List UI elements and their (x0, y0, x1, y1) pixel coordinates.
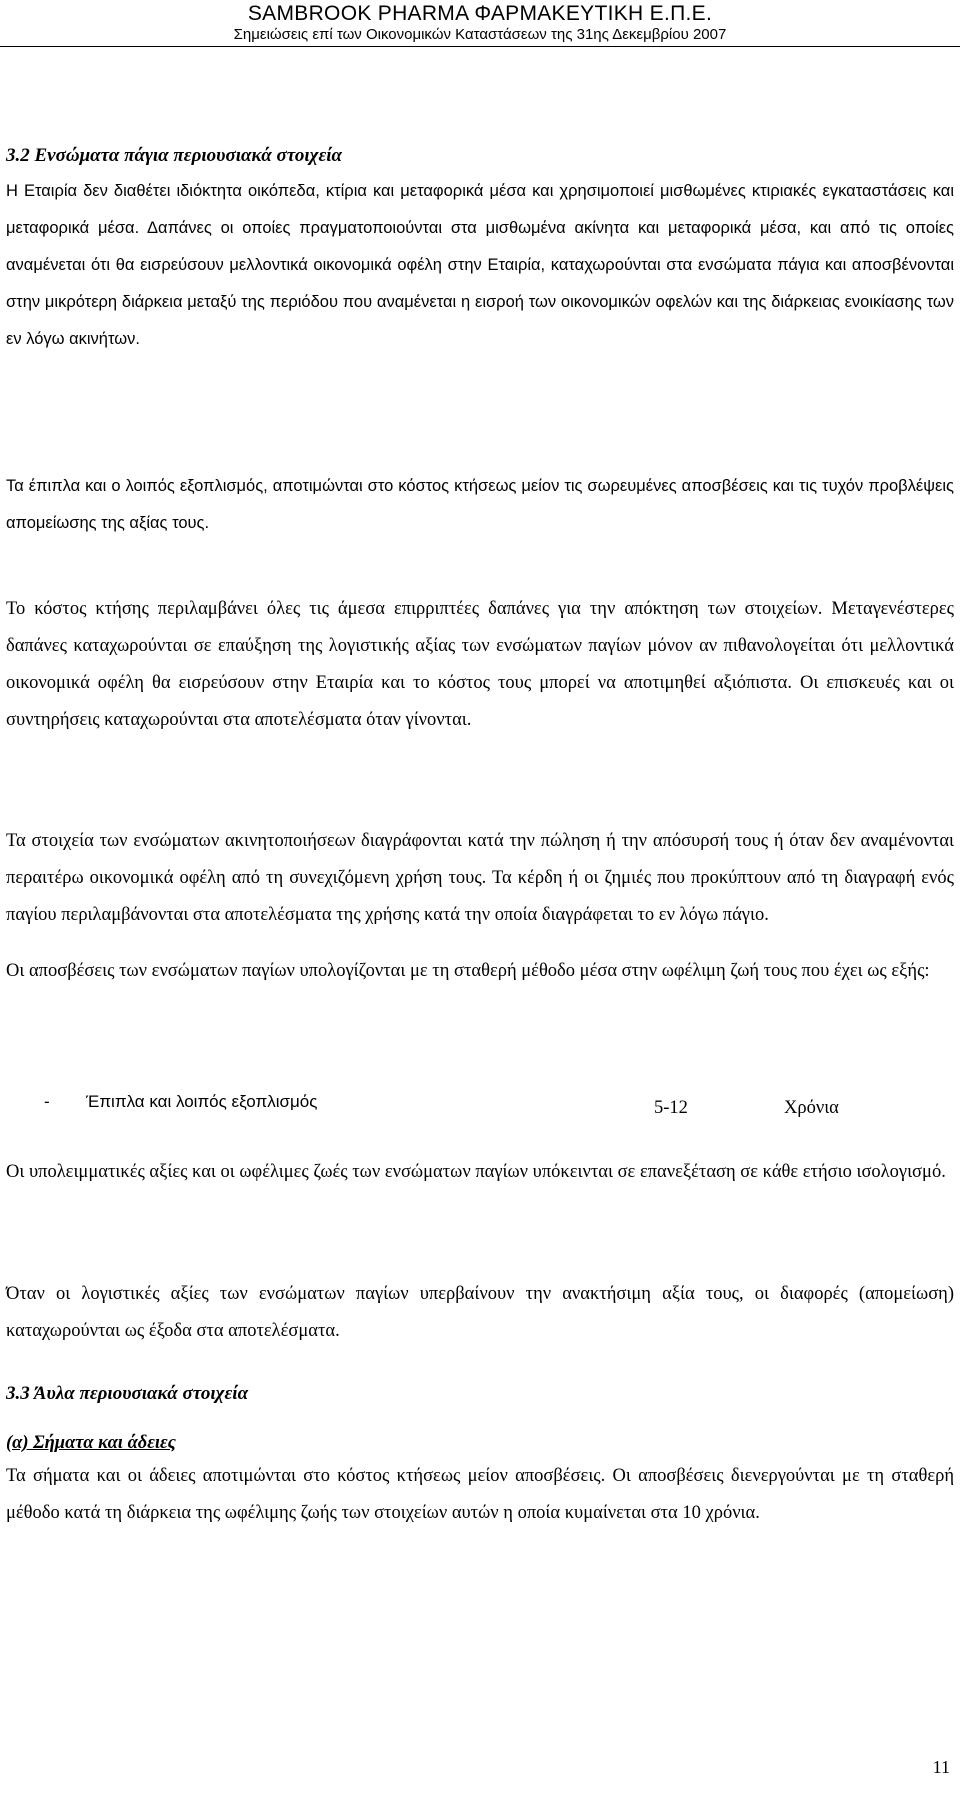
list-dash: - (44, 1092, 50, 1111)
company-name: SAMBROOK PHARMA ΦΑΡΜΑΚΕΥΤΙΚΗ Ε.Π.Ε. (247, 2, 713, 25)
header-rule (0, 46, 960, 47)
section-title-3-2: 3.2 Ενσώματα πάγια περιουσιακά στοιχεία (6, 145, 343, 166)
page-header (0, 2, 960, 44)
useful-life-unit: Χρόνια (784, 1098, 839, 1118)
paragraph-furniture-valuation: Τα έπιπλα και ο λοιπός εξοπλισμός, αποτιμώνται στο κόστος κτήσεως μείον τις σωρευμένες αποσβέσεις και τις τυχόν προβλέψεις απομείωσης της αξίας τους. (6, 477, 954, 532)
paragraph-residual-values: Οι υπολειμματικές αξίες και οι ωφέλιμες ζωές των ενσώματων παγίων υπόκεινται σε επανεξέταση σε κάθε ετήσιο ισολογισμό. (6, 1162, 946, 1182)
header-subtitle: Σημειώσεις επί των Οικονομικών Καταστάσεων της 31ης Δεκεμβρίου 2007 (233, 26, 727, 43)
section-title-3-3: 3.3 Άυλα περιουσιακά στοιχεία (6, 1383, 249, 1404)
paragraph-depreciation-method: Οι αποσβέσεις των ενσώματων παγίων υπολογίζονται με τη σταθερή μέθοδο μέσα στην ωφέλιμη ζωή τους που έχει ως εξής: (6, 961, 930, 981)
paragraph-leased-assets: Η Εταιρία δεν διαθέτει ιδιόκτητα οικόπεδα, κτίρια και μεταφορικά μέσα και χρησιμοποιεί μισθωμένες κτιριακές εγκαταστάσεις και μεταφορικά μέσα. Δαπάνες οι οποίες πραγματοποιούνται στα μισθωμένα ακίνητα και μεταφορικά μέσα, και από τις οποίες αναμένεται ότι θα εισρεύσουν μελλοντικά οικονομικά οφέλη στην Εταιρία, καταχωρούνται στα ενσώματα πάγια και αποσβένονται στην μικρότερη διάρκεια μεταξύ της περιόδου που αναμένεται η εισροή των οικονομικών οφελών και της διάρκειας ενοικίασης των εν λόγω ακινήτων. (6, 182, 954, 348)
subheading-trademarks-licenses: (α) Σήματα και άδειες (6, 1433, 176, 1453)
page-number: 11 (932, 1757, 950, 1777)
useful-life-row (6, 1092, 954, 1122)
asset-category: Έπιπλα και λοιπός εξοπλισμός (86, 1092, 318, 1111)
useful-life-years: 5-12 (654, 1098, 688, 1118)
paragraph-impairment: Όταν οι λογιστικές αξίες των ενσώματων παγίων υπερβαίνουν την ανακτήσιμη αξία τους, οι διαφορές (απομείωση) καταχωρούνται ως έξοδα στα αποτελέσματα. (6, 1284, 954, 1341)
paragraph-trademarks: Τα σήματα και οι άδειες αποτιμώνται στο κόστος κτήσεως μείον αποσβέσεις. Οι αποσβέσεις διενεργούνται με τη σταθερή μέθοδο κατά τη διάρκεια της ωφέλιμης ζωής των στοιχείων αυτών η οποία κυμαίνεται στα 10 χρόνια. (6, 1466, 954, 1523)
paragraph-derecognition: Τα στοιχεία των ενσώματων ακινητοποιήσεων διαγράφονται κατά την πώληση ή την απόσυρσή τους ή όταν δεν αναμένονται περαιτέρω οικονομικά οφέλη από τη συνεχιζόμενη χρήση τους. Τα κέρδη ή οι ζημιές που προκύπτουν από τη διαγραφή ενός παγίου περιλαμβάνονται στα αποτελέσματα της χρήσης κατά την οποία διαγράφεται το εν λόγω πάγιο. (6, 831, 954, 925)
paragraph-acquisition-cost: Το κόστος κτήσης περιλαμβάνει όλες τις άμεσα επιρριπτέες δαπάνες για την απόκτηση των στοιχείων. Μεταγενέστερες δαπάνες καταχωρούνται σε επαύξηση της λογιστικής αξίας των ενσώματων παγίων μόνον αν πιθανολογείται ότι μελλοντικά οικονομικά οφέλη θα εισρεύσουν στην Εταιρία και το κόστος τους μπορεί να αποτιμηθεί αξιόπιστα. Οι επισκευές και οι συντηρήσεις καταχωρούνται στα αποτελέσματα όταν γίνονται. (6, 599, 954, 730)
